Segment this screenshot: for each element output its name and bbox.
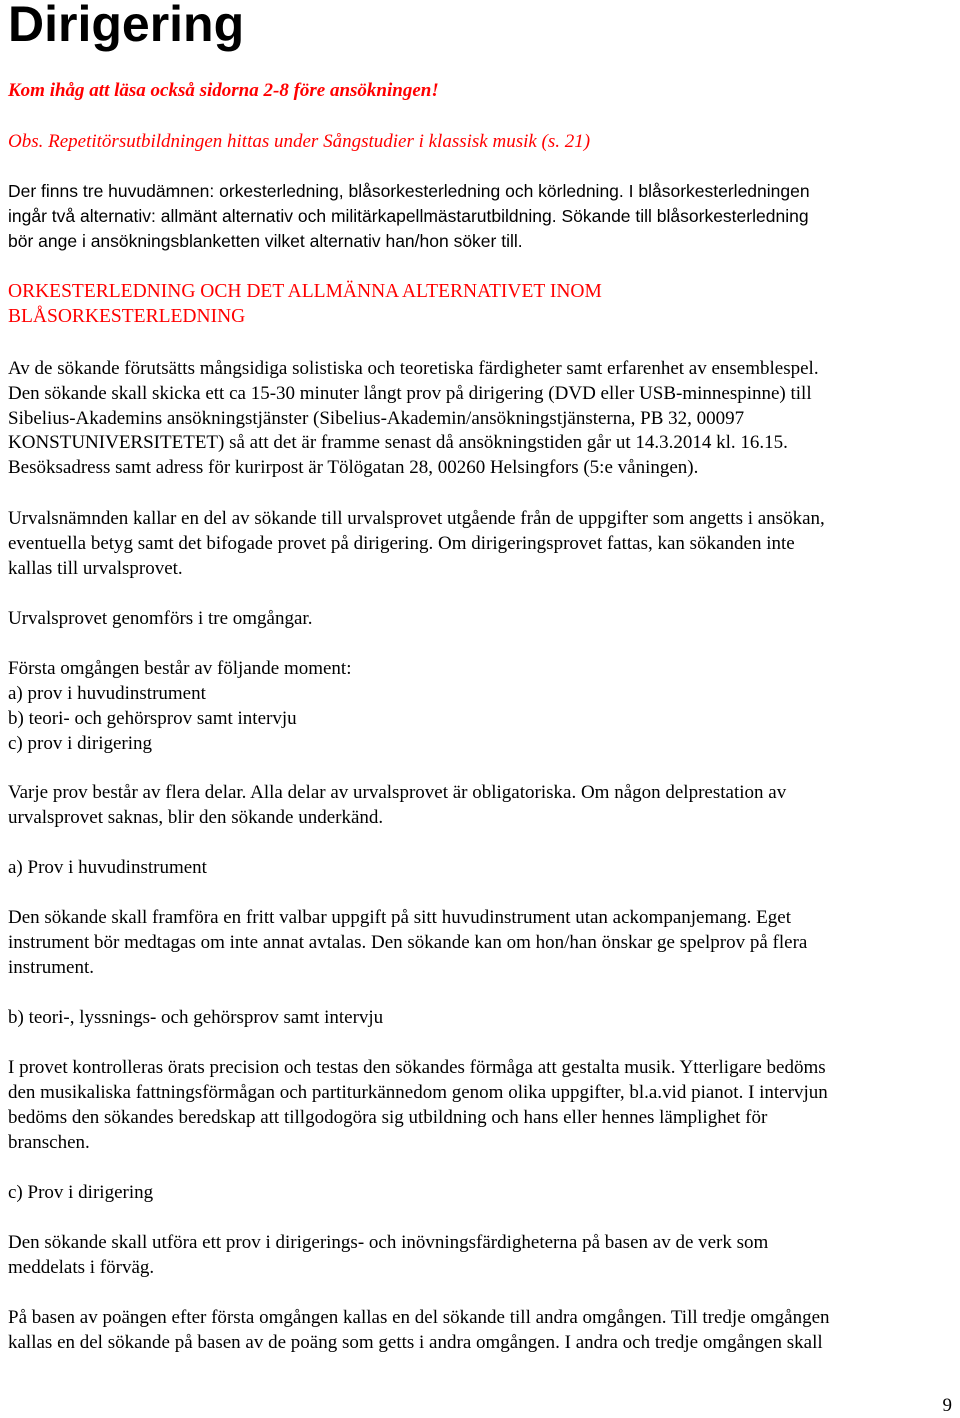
paragraph-1-line-4: KONSTUNIVERSITETET) så att det är framme senast då ansökningstiden går ut 14.3.2014 kl. 16.15. — [8, 432, 788, 453]
subheading-b: b) teori-, lyssnings- och gehörsprov samt intervju — [8, 1007, 384, 1028]
paragraph-c-line-1: Den sökande skall utföra ett prov i dirigerings- och inövningsfärdigheterna på basen av de verk som — [8, 1232, 769, 1253]
paragraph-b-line-1: I provet kontrolleras örats precision och testas den sökandes förmåga att gestalta musik. Ytterligare bedöms — [8, 1057, 826, 1078]
page-title: Dirigering — [8, 0, 245, 52]
first-round-item-a: a) prov i huvudinstrument — [8, 683, 206, 704]
intro-line-2: ingår två alternativ: allmänt alternativ och militärkapellmästarutbildning. Sökande till blåsorkesterledning — [8, 206, 809, 226]
section-heading-line-1: ORKESTERLEDNING OCH DET ALLMÄNNA ALTERNATIVET INOM — [8, 281, 602, 302]
paragraph-b-line-4: branschen. — [8, 1132, 90, 1153]
paragraph-last-line-1: På basen av poängen efter första omgången kallas en del sökande till andra omgången. Till tredje omgången — [8, 1307, 830, 1328]
paragraph-last-line-2: kallas en del sökande på basen av de poäng som getts i andra omgången. I andra och tredje omgången skall — [8, 1332, 823, 1353]
paragraph-4-line-2: urvalsprovet saknas, blir den sökande underkänd. — [8, 807, 384, 828]
paragraph-2-line-1: Urvalsnämnden kallar en del av sökande till urvalsprovet utgående från de uppgifter som angetts i ansökan, — [8, 508, 825, 529]
paragraph-b-line-3: bedöms den sökandes beredskap att tillgodogöra sig utbildning och hans eller hennes lämplighet för — [8, 1107, 768, 1128]
paragraph-1-line-3: Sibelius-Akademins ansökningstjänster (Sibelius-Akademin/ansökningstjänsterna, PB 32, 00097 — [8, 408, 745, 429]
obs-note: Obs. Repetitörsutbildningen hittas under Sångstudier i klassisk musik (s. 21) — [8, 131, 591, 152]
paragraph-a-line-1: Den sökande skall framföra en fritt valbar uppgift på sitt huvudinstrument utan ackompanjemang. Eget — [8, 907, 791, 928]
reminder-note: Kom ihåg att läsa också sidorna 2-8 före ansökningen! — [8, 80, 439, 101]
first-round-intro: Första omgången består av följande moment: — [8, 658, 352, 679]
paragraph-1-line-1: Av de sökande förutsätts mångsidiga solistiska och teoretiska färdigheter samt erfarenhet av ensemblespel. — [8, 358, 819, 379]
paragraph-1-line-2: Den sökande skall skicka ett ca 15-30 minuter långt prov på dirigering (DVD eller USB-minnespinne) till — [8, 383, 812, 404]
subheading-c: c) Prov i dirigering — [8, 1182, 154, 1203]
subheading-a: a) Prov i huvudinstrument — [8, 857, 207, 878]
paragraph-2-line-2: eventuella betyg samt det bifogade provet på dirigering. Om dirigeringsprovet fattas, kan sökanden inte — [8, 533, 795, 554]
paragraph-c-line-2: meddelats i förväg. — [8, 1257, 155, 1278]
paragraph-4-line-1: Varje prov består av flera delar. Alla delar av urvalsprovet är obligatoriska. Om någon delprestation av — [8, 782, 787, 803]
first-round-item-c: c) prov i dirigering — [8, 733, 153, 754]
intro-line-3: bör ange i ansökningsblanketten vilket alternativ han/hon söker till. — [8, 231, 523, 251]
paragraph-1-line-5: Besöksadress samt adress för kurirpost är Tölögatan 28, 00260 Helsingfors (5:e våningen). — [8, 457, 699, 478]
section-heading-line-2: BLÅSORKESTERLEDNING — [8, 306, 246, 327]
paragraph-2-line-3: kallas till urvalsprovet. — [8, 558, 183, 579]
intro-line-1: Der finns tre huvudämnen: orkesterledning, blåsorkesterledning och körledning. I blåsorkesterledningen — [8, 181, 810, 201]
paragraph-a-line-2: instrument bör medtagas om inte annat avtalas. Den sökande kan om hon/han önskar ge spelprov på flera — [8, 932, 808, 953]
paragraph-a-line-3: instrument. — [8, 957, 95, 978]
paragraph-3: Urvalsprovet genomförs i tre omgångar. — [8, 608, 313, 629]
paragraph-b-line-2: den musikaliska fattningsförmågan och partiturkännedom genom olika uppgifter, bl.a.vid pianot. I intervjun — [8, 1082, 828, 1103]
first-round-item-b: b) teori- och gehörsprov samt intervju — [8, 708, 297, 729]
page-number: 9 — [942, 1395, 952, 1416]
